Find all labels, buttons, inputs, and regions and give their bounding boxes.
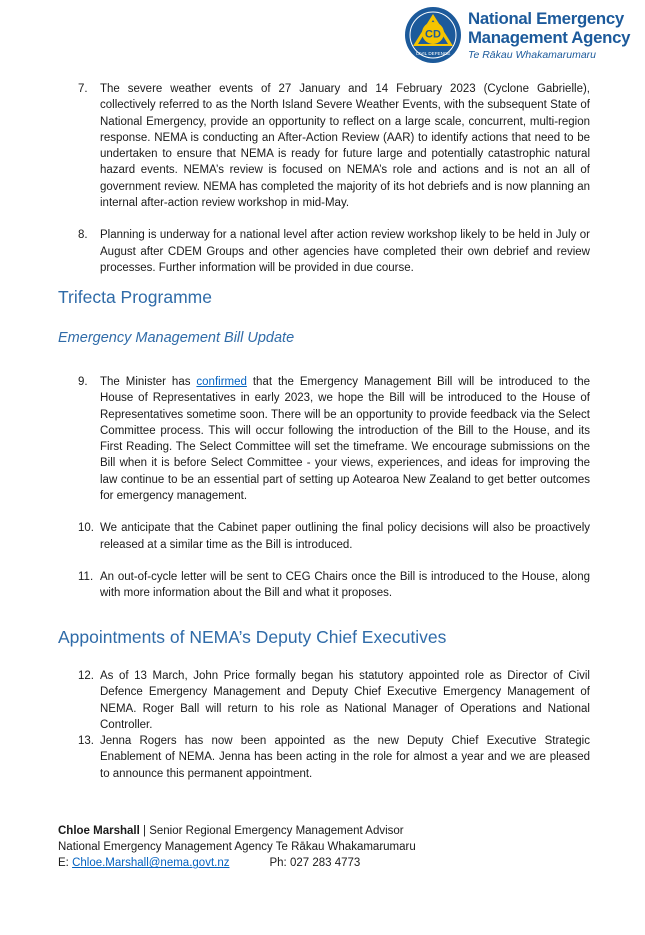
list-item-9: [78, 374, 590, 504]
nema-logo: [404, 5, 640, 67]
item-text: We anticipate that the Cabinet paper outlining the final policy decisions will also be proactively released at a similar time as the Bill is introduced.: [100, 522, 590, 551]
item-number: 9.: [78, 376, 88, 388]
list-item-8: [78, 227, 590, 276]
item-text: Planning is underway for a national level after action review workshop likely to be held in July or August after CDEM Groups and other agencies have completed their own debrief and review processes. Further information will be provided in due course.: [100, 229, 590, 274]
item-text: Jenna Rogers has now been appointed as the new Deputy Chief Executive Strategic Enablement of NEMA. Jenna has been acting in the role for almost a year and we are pleased to announce this permanent appointment.: [100, 735, 590, 780]
list-item-11: [78, 569, 590, 602]
item-text: An out-of-cycle letter will be sent to CEG Chairs once the Bill is introduced to the House, along with more information about the Bill and what it proposes.: [100, 570, 590, 600]
item-number: 13.: [78, 735, 94, 748]
author-role: Senior Regional Emergency Management Advisor: [149, 825, 404, 837]
email-label: E:: [58, 857, 73, 870]
list-item-13: [78, 733, 590, 782]
phone-number: Ph: 027 283 4773: [269, 857, 361, 870]
agency-name: [468, 9, 630, 47]
item-number: 12.: [78, 670, 94, 682]
item-number: 11.: [78, 570, 94, 583]
item-text: As of 13 March, John Price formally began his statutory appointed role as Director of Civil Defence Emergency Management and Deputy Chief Executive Emergency Management of NEMA. Roger Ball will return to his role as National Manager of Operations and National Controller.: [100, 670, 590, 731]
item-number: 7.: [78, 83, 88, 95]
agency-maori-name: Te Rākau Whakamarumaru: [468, 49, 596, 61]
contact-line: [58, 855, 416, 871]
author-agency: National Emergency Management Agency Te Rākau Whakamarumaru: [58, 841, 416, 854]
item-number: 8.: [78, 229, 88, 242]
separator: |: [139, 825, 150, 837]
signature-block: [58, 823, 416, 872]
subheading-em-bill: Emergency Management Bill Update: [58, 330, 295, 346]
agency-name-line2: Management Agency: [468, 28, 631, 47]
logo-ring-text: CIVIL DEFENCE: [415, 51, 451, 56]
list-items-top: [78, 81, 590, 276]
logo-cd-text: CD: [425, 28, 441, 41]
section-heading-appointments: Appointments of NEMA’s Deputy Chief Executives: [58, 627, 447, 647]
section-heading-trifecta: Trifecta Programme: [58, 287, 212, 307]
item-text: The severe weather events of 27 January and 14 February 2023 (Cyclone Gabrielle), collectively referred to as the North Island Severe Weather Events, with the subsequent State of National Emergency, provide an opportunity to reflect on a large scale, concurrent, multi-region response. NEMA is conducting an After-Action Review (AAR) to identify actions that need to be undertaken to ensure that NEMA is ready for future large and potentially catastrophic natural hazard events. NEMA’s review is focused on NEMA’s role and actions and is not an all of government review. NEMA has completed the majority of its hot debriefs and is now planning an internal after-action review workshop in mid-May.: [100, 83, 590, 210]
signature-line1: [58, 823, 416, 839]
item-number: 10.: [78, 522, 94, 535]
agency-name-line1: National Emergency: [468, 9, 624, 28]
item-text: The Minister has: [100, 376, 197, 388]
list-item-10: [78, 520, 590, 553]
list-items-section2: [78, 668, 590, 782]
civil-defence-emblem-icon: [404, 6, 462, 64]
confirmed-link[interactable]: confirmed: [196, 376, 247, 388]
email-link[interactable]: Chloe.Marshall@nema.govt.nz: [72, 857, 230, 870]
list-item-12: [78, 668, 590, 733]
list-item-7: [78, 81, 590, 211]
list-items-section1: [78, 374, 590, 602]
item-text: that the Emergency Management Bill will be introduced to the House of Representatives in early 2023, we hope the Bill will be introduced to the House of Representatives sometime soon. There will be an opportunity to provide feedback via the Select Committee process. This will occur following the introduction of the Bill to the House, and its First Reading. The Select Committee will set the timeframe. We encourage submissions on the Bill when it is before Select Committee - your views, experiences, and ideas for improving the law continue to be an essential part of setting up Aotearoa New Zealand to get better outcomes for emergency management.: [100, 376, 590, 503]
author-name: Chloe Marshall: [58, 825, 140, 837]
